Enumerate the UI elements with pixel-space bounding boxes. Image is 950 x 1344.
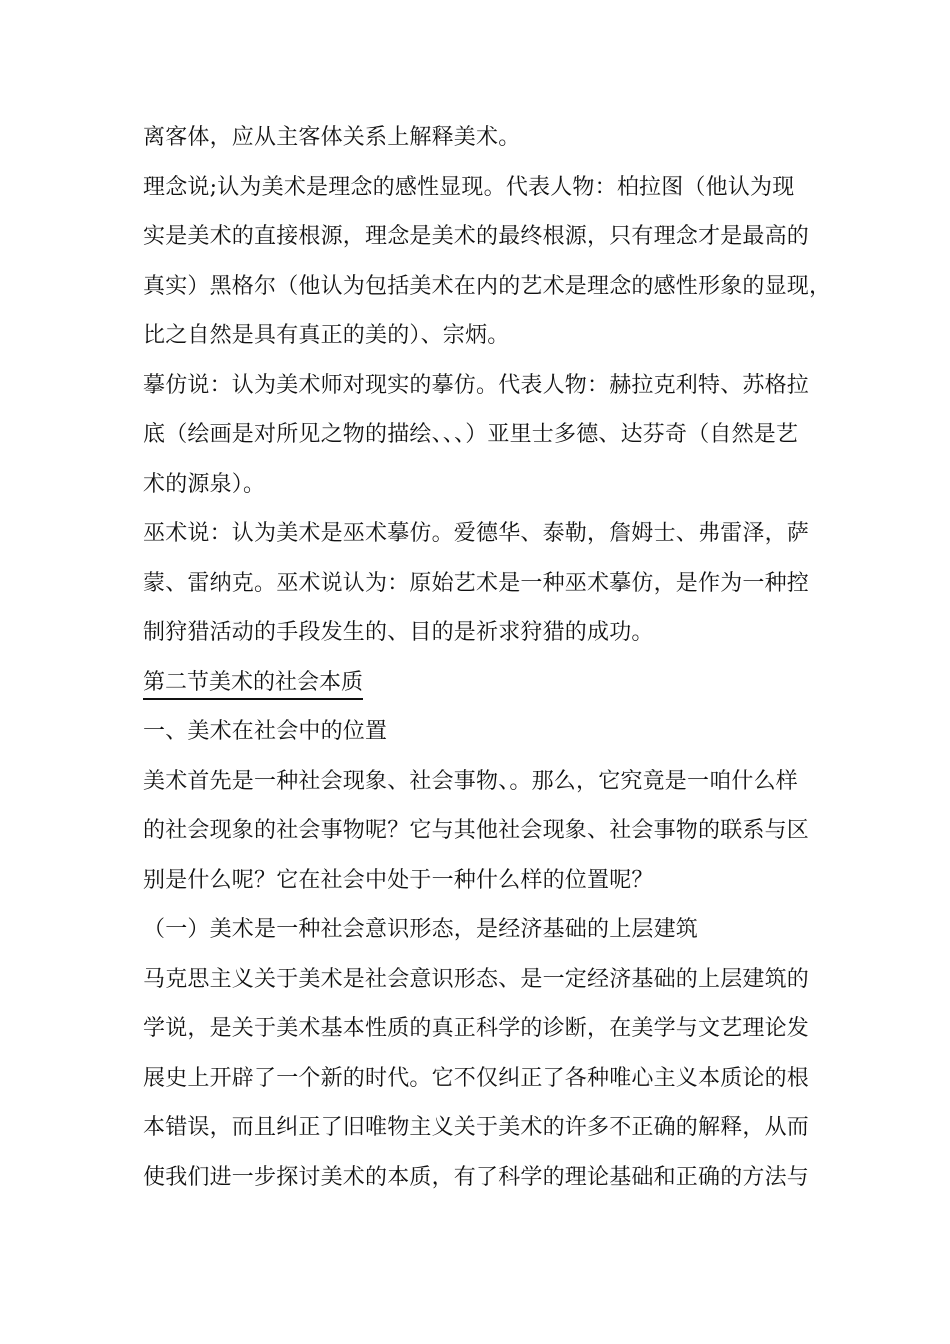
subsubheading-block [143, 905, 830, 955]
section-heading: 第二节美术的社会本质 [143, 668, 363, 700]
text-line: 比之自然是具有真正的美的）、宗炳。 [143, 323, 510, 348]
text-line: 美术首先是一种社会现象、社会事物、。那么，它究竟是一咱什么样 [143, 768, 799, 794]
text-line: 底（绘画是对所见之物的描绘、、、）亚里士多德、达芬奇（自然是艺 [143, 422, 799, 447]
text-line: 本错误，而且纠正了旧唯物主义关于美术的许多不正确的解释，从而 [143, 1115, 810, 1140]
text-line: 的社会现象的社会事物呢？它与其他社会现象、社会事物的联系与区 [143, 818, 810, 843]
paragraph-magic-theory [143, 509, 830, 658]
paragraph-imitation-theory [143, 361, 830, 510]
paragraph-position [143, 757, 830, 906]
text-line: 使我们进一步探讨美术的本质，有了科学的理论基础和正确的方法与 [143, 1164, 810, 1190]
paragraph-idea-theory [143, 163, 830, 361]
text-line: 实是美术的直接根源，理念是美术的最终根源，只有理念才是最高的 [143, 224, 810, 249]
text-line: 展史上开辟了一个新的时代。它不仅纠正了各种唯心主义本质论的根 [143, 1065, 810, 1091]
text-line: 摹仿说：认为美术师对现实的摹仿。代表人物：赫拉克利特、苏格拉 [143, 372, 810, 398]
text-line: 马克思主义关于美术是社会意识形态、是一定经济基础的上层建筑的 [143, 966, 810, 992]
section-heading-wrapper [143, 658, 830, 708]
text-line: 蒙、雷纳克。巫术说认为：原始艺术是一种巫术摹仿，是作为一种控 [143, 570, 810, 596]
text-line: 别是什么呢？它在社会中处于一种什么样的位置呢？ [143, 867, 654, 893]
text-line: 真实）黑格尔（他认为包括美术在内的艺术是理念的感性形象的显现， [143, 273, 832, 299]
text-line: 巫术说：认为美术是巫术摹仿。爱德华、泰勒，詹姆士、弗雷泽，萨 [143, 521, 810, 546]
subheading: 一、美术在社会中的位置 [143, 719, 388, 744]
text-line: 理念说;认为美术是理念的感性显现。代表人物：柏拉图（他认为现 [143, 174, 795, 200]
text-line: 制狩猎活动的手段发生的、目的是祈求狩猎的成功。 [143, 620, 654, 645]
subsubheading: （一）美术是一种社会意识形态，是经济基础的上层建筑 [143, 917, 699, 942]
text-line: 术的源泉）。 [143, 471, 266, 497]
paragraph-marxism [143, 955, 830, 1203]
text-line: 离客体，应从主客体关系上解释美术。 [143, 125, 521, 150]
text-line: 学说，是关于美术基本性质的真正科学的诊断，在美学与文艺理论发 [143, 1016, 810, 1041]
paragraph-intro-tail [143, 113, 830, 163]
subheading-block [143, 707, 830, 757]
